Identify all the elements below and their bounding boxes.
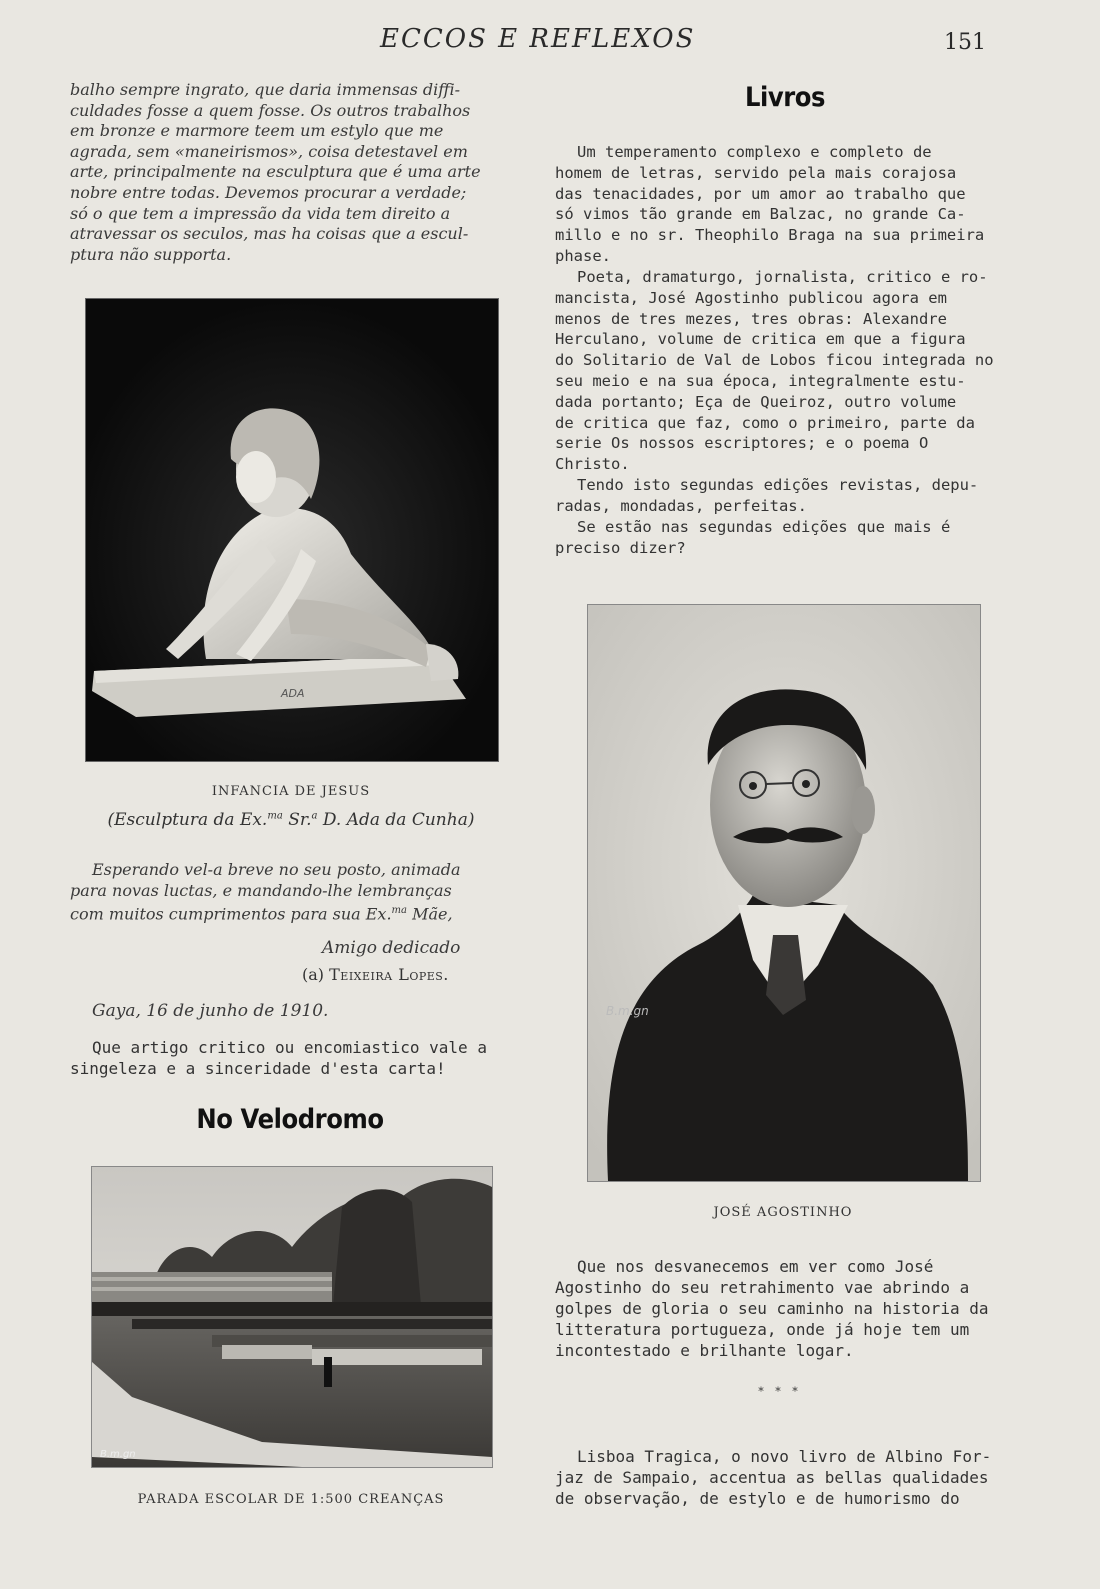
intro-line: arte, principalmente na esculptura que é uma arte [70,162,481,182]
para-line: golpes de gloria o seu caminho na historia da [555,1299,989,1318]
page-number: 151 [944,30,986,55]
date-line: Gaya, 16 de junho de 1910. [92,1001,329,1021]
signature-line [302,965,449,984]
credit-text: (Esculptura da Ex. [107,810,268,830]
credit-sup: a [311,810,318,822]
livros-paragraph-6 [555,1446,1002,1509]
para-line: seu meio e na sua época, integralmente estu- [555,371,966,390]
intro-line: atravessar os seculos, mas ha coisas que a escul- [70,224,469,244]
para-line: de critica que faz, como o primeiro, parte da [555,413,975,432]
closing-line [70,901,520,925]
signoff: Amigo dedicado [322,938,461,958]
para-line: Poeta, dramaturgo, jornalista, critico e ro- [577,268,988,286]
para-line: Christo. [555,455,630,474]
signature-name: Teixeira Lopes. [329,965,449,984]
para-line: das tenacidades, por um amor ao trabalho que [555,184,966,203]
running-header: ECCOS E REFLEXOS [380,24,696,54]
livros-paragraph-4 [555,517,1010,559]
comment-line: singeleza e a sinceridade d'esta carta! [70,1059,446,1078]
intro-line: culdades fosse a quem fosse. Os outros trabalhos [70,100,471,120]
velodromo-illustration [92,1167,492,1467]
livros-paragraph-5 [555,1256,1002,1361]
sculpture-photo [85,298,499,762]
intro-line: nobre entre todas. Devemos procurar a verdade; [70,182,467,202]
closing-sup: ma [391,905,407,917]
comment-line: Que artigo critico ou encomiastico vale a [92,1038,487,1057]
closing-text: com muitos cumprimentos para sua Ex. [70,904,392,924]
livros-paragraph-2 [555,267,1010,475]
intro-line: agrada, sem «maneirismos», coisa detestavel em [70,141,468,161]
para-line: radas, mondadas, perfeitas. [555,496,807,515]
intro-line: balho sempre ingrato, que daria immensas diffi- [70,80,461,99]
para-line: Agostinho do seu retrahimento vae abrindo a [555,1278,970,1297]
intro-line: em bronze e marmore teem um estylo que me [70,121,444,141]
para-line: menos de tres mezes, tres obras: Alexandre [555,309,947,328]
para-line: homem de letras, servido pela mais corajosa [555,163,957,182]
para-line: Que nos desvanecemos em ver como José [577,1257,934,1276]
intro-line: ptura não supporta. [70,244,232,264]
para-line: litteratura portugueza, onde já hoje tem um [555,1320,970,1339]
sculpture-illustration [86,299,498,761]
para-line: jaz de Sampaio, accentua as bellas qualidades [555,1468,989,1487]
para-line: Lisboa Tragica, o novo livro de Albino For- [577,1447,992,1466]
livros-paragraph-1 [555,142,1010,267]
velodromo-caption: PARADA ESCOLAR DE 1:500 CREANÇAS [137,1492,445,1507]
section-separator: * * * [758,1385,802,1398]
para-line: de observação, de estylo e de humorismo do [555,1489,960,1508]
para-line: Se estão nas segundas edições que mais é [577,518,951,536]
closing-text: Mãe, [407,904,453,924]
portrait-illustration [588,605,980,1181]
para-line: preciso dizer? [555,538,686,557]
closing-line: Esperando vel-a breve no seu posto, animada [92,860,461,879]
comment-paragraph [70,1037,516,1079]
para-line: Herculano, volume de critica em que a figura [555,330,966,349]
photo-signature: B.m.gn [606,1004,649,1018]
credit-text: D. Ada da Cunha) [317,810,475,830]
credit-text: Sr. [282,810,312,830]
para-line: mancista, José Agostinho publicou agora em [555,288,947,307]
closing-paragraph [70,860,520,925]
intro-paragraph [70,80,520,265]
livros-paragraph-3 [555,475,1010,517]
para-line: millo e no sr. Theophilo Braga na sua primeira [555,226,985,245]
portrait-caption: JOSÉ AGOSTINHO [713,1205,853,1220]
sculptor-signature: ADA [281,687,305,700]
para-line: serie Os nossos escriptores; e o poema O [555,434,929,453]
para-line: do Solitario de Val de Lobos ficou integrada no [555,351,994,370]
photo-signature: B.m.gn [100,1449,136,1460]
closing-line: para novas luctas, e mandando-lhe lembranças [70,880,452,900]
para-line: só vimos tão grande em Balzac, no grande Ca- [555,205,966,224]
sculpture-credit [85,810,497,830]
para-line: Tendo isto segundas edições revistas, depu- [577,476,979,494]
signature-prefix: (a) [302,965,325,984]
sculpture-caption: INFANCIA DE JESUS [211,784,371,799]
velodromo-heading: No Velodromo [196,1104,384,1135]
para-line: dada portanto; Eça de Queiroz, outro volume [555,392,957,411]
para-line: phase. [555,246,611,265]
para-line: incontestado e brilhante logar. [555,1341,854,1360]
para-line: Um temperamento complexo e completo de [577,143,932,161]
livros-heading: Livros [744,82,826,113]
credit-sup: ma [267,810,283,822]
velodromo-photo [91,1166,493,1468]
portrait-photo [587,604,981,1182]
intro-line: só o que tem a impressão da vida tem direito a [70,203,451,223]
